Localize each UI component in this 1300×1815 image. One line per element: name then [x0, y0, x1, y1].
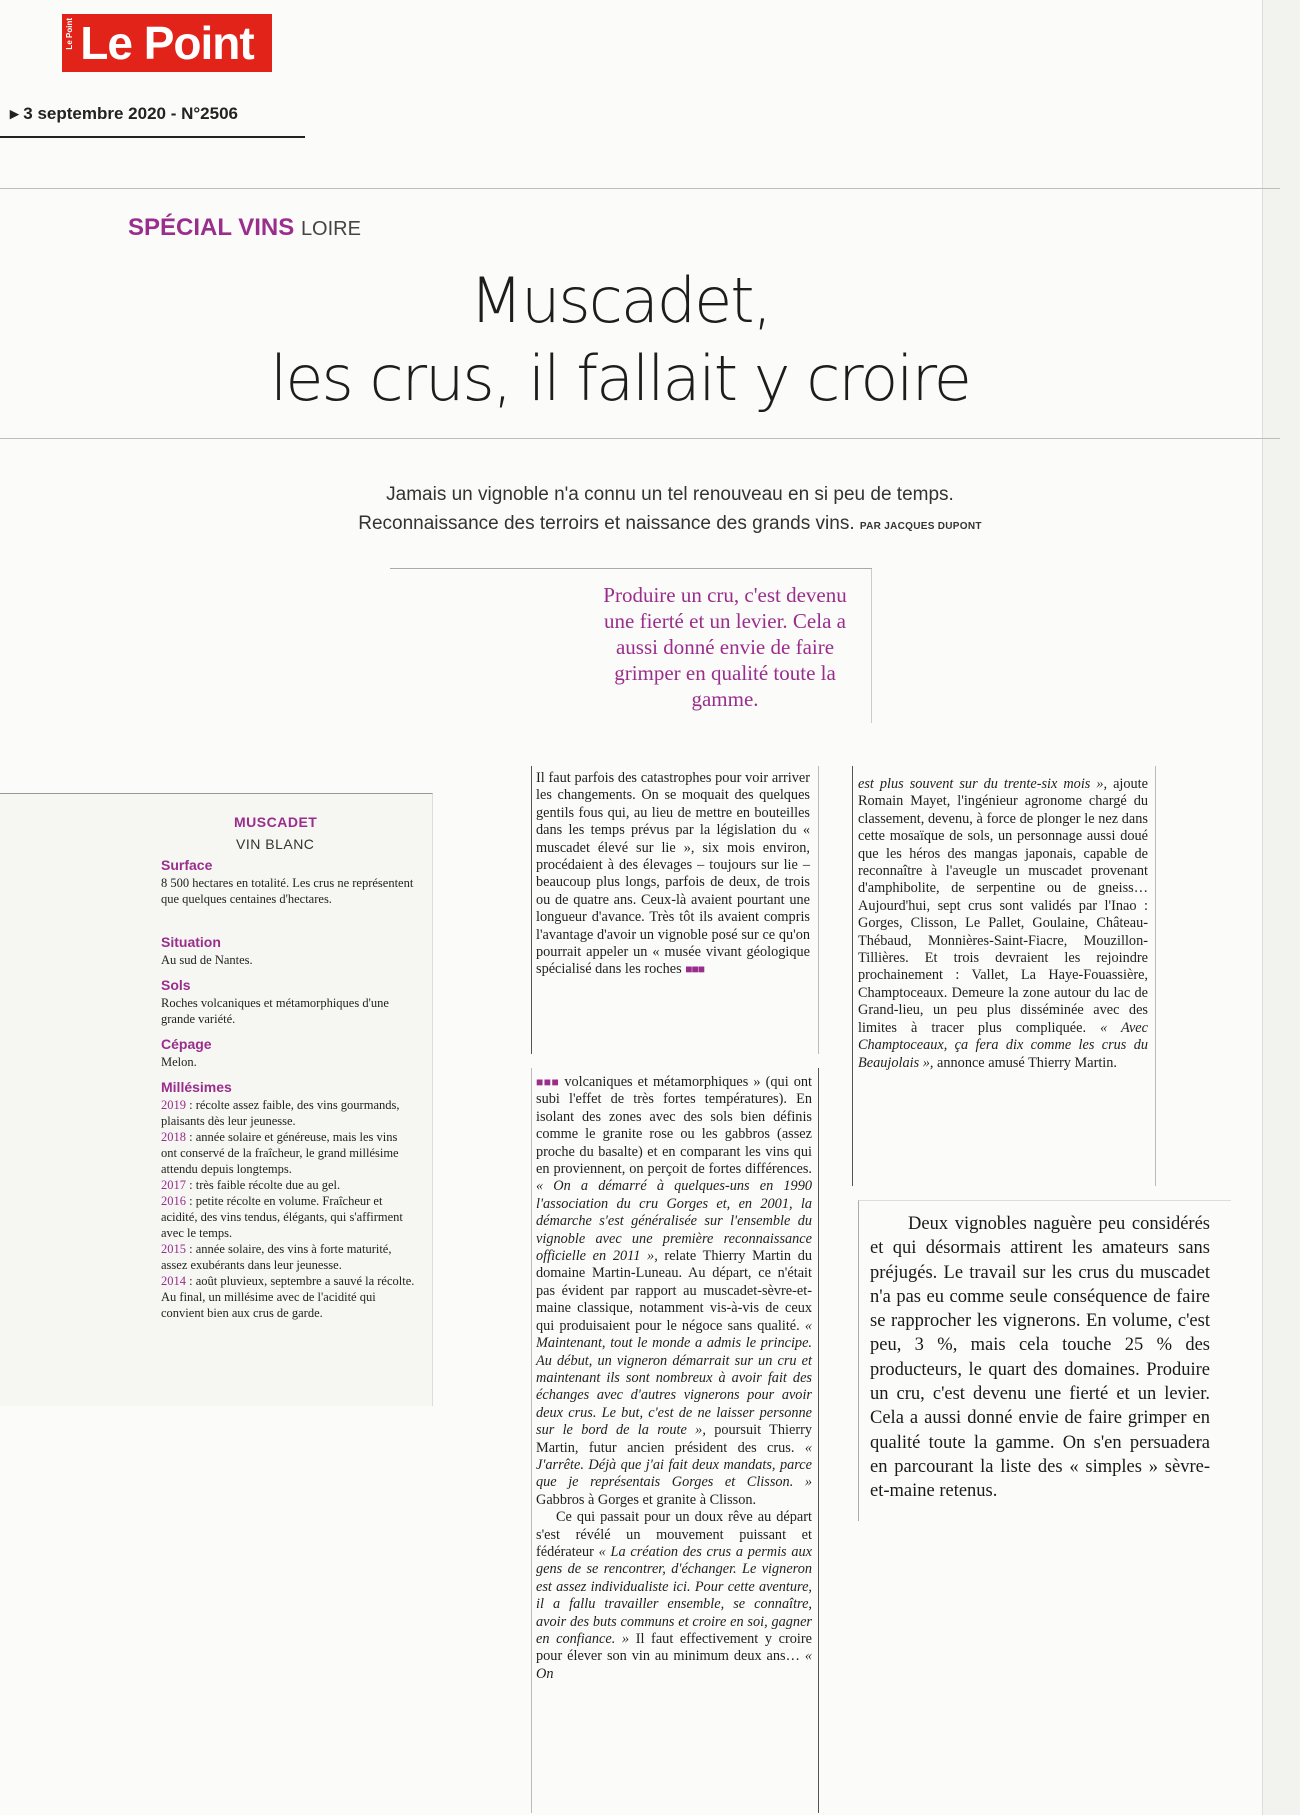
byline: PAR JACQUES DUPONT [859, 521, 982, 532]
col1-paragraph: Ce qui passait pour un doux rêve au départ s'est révélé un mouvement puissant et fédérateur [536, 1509, 812, 1560]
le-point-logo [62, 14, 272, 72]
cepage-text: Melon. [161, 1055, 197, 1069]
col1-quote: « La création des crus a permis aux gens de se rencontrer, d'échanger. Le vigneron est assez individualiste ici. Pour cette aventure, il a fallu travailler ensemble, se connaître, avoir des buts communs et croire en soi, gagner en confiance. » [536, 1543, 812, 1647]
scan-margin [1262, 0, 1300, 1815]
sols-text: Roches volcaniques et métamorphiques d'une grande variété. [161, 996, 389, 1026]
vintage-item [161, 1097, 416, 1129]
column-1-bottom [536, 1074, 812, 1683]
col1-quote: « On a démarré à quelques-uns en 1990 l'association du cru Gorges et, en 2001, la démarche s'est généralisée sur l'ensemble du vignoble avec une première reconnaissance officielle en 2011 », [536, 1178, 812, 1265]
continued-marker-icon: ■■■ [536, 1075, 560, 1089]
dateline-rule [0, 136, 305, 138]
col1-paragraph: Gabbros à Gorges et granite à Clisson. [536, 1491, 757, 1508]
col1-paragraph: Il faut effectivement y croire pour élever son vin au minimum deux ans… [536, 1631, 812, 1665]
vintage-year: 2017 [161, 1178, 186, 1192]
info-sols [161, 976, 416, 1027]
info-surface [161, 856, 416, 907]
info-situation [161, 933, 416, 968]
info-cepage [161, 1035, 416, 1070]
title-line-1: Muscadet, [469, 264, 771, 337]
pull-quote: Produire un cru, c'est devenu une fierté et un levier. Cela a aussi donné envie de faire grimper en qualité toute la gamme. [603, 583, 847, 711]
excerpt-body: Deux vignobles naguère peu considérés et qui désormais attirent les amateurs sans préjugés. Le travail sur les crus du muscadet n'a pas eu comme seule conséquence de faire se rapprocher les vignerons. En volume, c'est peu, 3 %, mais cela touche 25 % des producteurs, le quart des domaines. Produire un cru, c'est devenu une fierté et un levier. Cela a aussi donné envie de faire grimper en qualité toute la gamme. On s'en persuadera en parcourant la liste des « simples » sèvre-et-maine retenus. [870, 1214, 1210, 1502]
rubric-sub: LOIRE [300, 218, 361, 240]
col1-text-a: Il faut parfois des catastrophes pour voir arriver les changements. On se moquait des quelques gentils fous qui, au lieu de mettre en bouteilles dans les temps prévus par la législation du « muscadet élevé sur lie », six mois environ, procédaient à des élevages – toujours sur lie – beaucoup plus longs, parfois de deux, de trois ou de quatre ans. Ceux-là avaient pourtant une longueur d'avance. Très tôt ils avaient compris l'avantage d'avoir un vignoble posé sur ce qu'on pourrait appeler un « musée vivant géologique spécialisé dans les roches [536, 770, 810, 978]
page-edge-mid [0, 438, 1280, 439]
article-title [120, 262, 1120, 418]
excerpt-text [870, 1212, 1210, 1504]
col1-paragraph: volcaniques et métamorphiques » (qui ont subi l'effet de très fortes températures). En isolant des zones avec des sols bien définis comme le granite rose ou les gabbros (assez proche du basalte) et en comparant les vins qui en proviennent, on perçoit de fortes différences. [536, 1074, 812, 1178]
vintage-text: : très faible récolte due au gel. [186, 1178, 341, 1192]
page-edge-top [0, 188, 1280, 189]
col2-quote: « Avec Champtoceaux, ça fera dix comme les crus du Beaujolais », [858, 1019, 1148, 1071]
vintage-year: 2015 [161, 1242, 186, 1256]
rubric [128, 214, 361, 242]
millesimes-label: Millésimes [161, 1079, 232, 1095]
logo-small-text: Le Point [65, 18, 74, 50]
surface-label: Surface [161, 857, 213, 873]
vintage-item [161, 1273, 416, 1321]
vintage-item [161, 1193, 416, 1241]
dateline-text: 3 septembre 2020 - N°2506 [23, 104, 238, 123]
vintage-text: : récolte assez faible, des vins gourmands, plaisants dès leur jeunesse. [161, 1098, 400, 1128]
sols-label: Sols [161, 977, 191, 993]
vintage-year: 2016 [161, 1194, 186, 1208]
info-box-subtitle: VIN BLANC [236, 836, 315, 852]
standfirst-line-2: Reconnaissance des terroirs et naissance des grands vins. [358, 513, 855, 534]
col2-paragraph: ajoute Romain Mayet, l'ingénieur agronome chargé du classement, devenu, à force de plonger le nez dans cette mosaïque de sols, un personnage aussi doué que les héros des mangas japonais, capable de reconnaître à l'aveugle un muscadet provenant d'amphibolite, de serpentine ou de gneiss… Aujourd'hui, sept crus sont validés par l'Inao : Gorges, Clisson, Le Pallet, Goulaine, Château-Thébaud, Monnières-Saint-Fiacre, Mouzillon-Tillières. Et trois devraient les rejoindre prochainement : Vallet, La Haye-Fouassière, Champtoceaux. Demeure la zone autour du lac de Grand-lieu, un peu plus disséminée avec des limites à tracer plus compliquée. [858, 776, 1148, 1036]
column-2 [858, 776, 1148, 1072]
continue-marker-icon: ■■■ [685, 962, 705, 977]
vintage-text: : année solaire et généreuse, mais les vins ont conservé de la fraîcheur, le grand millésime attendu depuis longtemps. [161, 1130, 399, 1176]
col1-quote: « On [536, 1648, 812, 1682]
vintage-text: : année solaire, des vins à forte maturité, assez exubérants dans leur jeunesse. [161, 1242, 392, 1272]
col2-paragraph: annonce amusé Thierry Martin. [933, 1054, 1118, 1071]
vintage-year: 2018 [161, 1130, 186, 1144]
info-box-title: MUSCADET [234, 814, 318, 830]
arrow-icon: ▸ [10, 104, 19, 123]
info-millesimes [161, 1078, 416, 1321]
col1-paragraph: poursuit Thierry Martin, futur ancien président des crus. [536, 1422, 812, 1456]
standfirst-line-1: Jamais un vignoble n'a connu un tel renouveau en si peu de temps. [386, 484, 954, 505]
vintage-item [161, 1177, 416, 1193]
vintage-list [161, 1097, 416, 1321]
rubric-main: SPÉCIAL VINS [128, 214, 295, 241]
vintage-text: : août pluvieux, septembre a sauvé la récolte. Au final, un millésime avec de l'acidité qui convient bien aux crus de garde. [161, 1274, 415, 1320]
cepage-label: Cépage [161, 1036, 212, 1052]
col1-quote: « Maintenant, tout le monde a admis le principe. Au début, un vigneron démarrait sur un cru et maintenant ils sont nombreux à avoir fait des échanges avec d'autres vignerons pour avoir deux crus. Le but, c'est de ne laisser personne sur le bord de la route », [536, 1317, 813, 1439]
surface-text: 8 500 hectares en totalité. Les crus ne représentent que quelques centaines d'hectares. [161, 876, 414, 906]
column-1-top [536, 770, 810, 979]
vintage-text: : petite récolte en volume. Fraîcheur et acidité, des vins tendus, élégants, qui s'affirment avec le temps. [161, 1194, 403, 1240]
logo-text: Le Point [80, 17, 254, 69]
col1-paragraph: relate Thierry Martin du domaine Martin-Luneau. Au départ, ce n'était pas évident par rapport au muscadet-sèvre-et-maine classique, notamment vis-à-vis de ceux qui produisaient pour le négoce sans qualité. [536, 1248, 812, 1334]
issue-dateline [10, 104, 238, 124]
situation-label: Situation [161, 934, 221, 950]
article-standfirst [260, 480, 1080, 541]
vintage-year: 2014 [161, 1274, 186, 1288]
vintage-item [161, 1241, 416, 1273]
vintage-year: 2019 [161, 1098, 186, 1112]
col2-quote: est plus souvent sur du trente-six mois », [858, 776, 1108, 792]
situation-text: Au sud de Nantes. [161, 953, 253, 967]
vintage-item [161, 1129, 416, 1177]
title-line-2: les crus, il fallait y croire [270, 342, 970, 415]
col1-quote: « J'arrête. Déjà que j'ai fait deux mandats, parce que je représentais Gorges et Clisson. » [536, 1439, 813, 1491]
